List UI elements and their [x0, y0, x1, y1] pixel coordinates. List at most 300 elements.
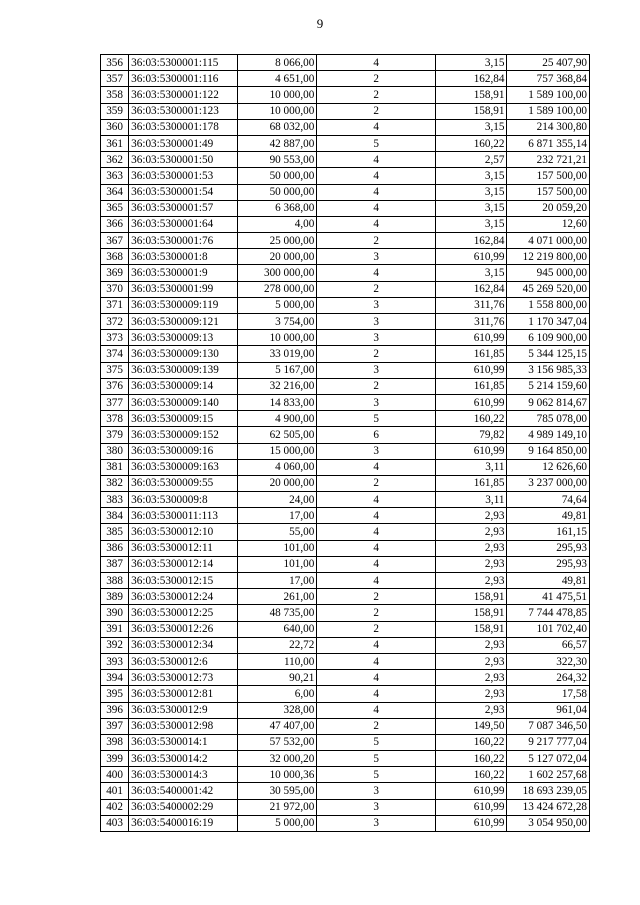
- table-row: [101, 573, 590, 589]
- area-cell: 20 000,00: [237, 249, 316, 265]
- row-number-cell: 366: [101, 216, 129, 232]
- value-cell: 7 744 478,85: [507, 605, 590, 621]
- area-cell: 15 000,00: [237, 443, 316, 459]
- row-number-cell: 375: [101, 362, 129, 378]
- value-cell: 1 602 257,68: [507, 767, 590, 783]
- value-cell: 3 156 985,33: [507, 362, 590, 378]
- cadastral-number-cell: 36:03:5300012:6: [129, 653, 238, 669]
- category-cell: 4: [317, 702, 436, 718]
- value-cell: 5 127 072,04: [507, 751, 590, 767]
- area-cell: 5 167,00: [237, 362, 316, 378]
- rate-cell: 2,93: [436, 686, 507, 702]
- area-cell: 6,00: [237, 686, 316, 702]
- rate-cell: 610,99: [436, 815, 507, 831]
- area-cell: 5 000,00: [237, 815, 316, 831]
- area-cell: 22,72: [237, 637, 316, 653]
- rate-cell: 610,99: [436, 799, 507, 815]
- row-number-cell: 394: [101, 670, 129, 686]
- category-cell: 3: [317, 249, 436, 265]
- value-cell: 25 407,90: [507, 55, 590, 71]
- row-number-cell: 357: [101, 71, 129, 87]
- table-row: [101, 330, 590, 346]
- row-number-cell: 388: [101, 573, 129, 589]
- rate-cell: 3,15: [436, 119, 507, 135]
- category-cell: 4: [317, 119, 436, 135]
- cadastral-number-cell: 36:03:5300001:54: [129, 184, 238, 200]
- row-number-cell: 380: [101, 443, 129, 459]
- table-row: [101, 200, 590, 216]
- category-cell: 3: [317, 330, 436, 346]
- cadastral-number-cell: 36:03:5300012:24: [129, 589, 238, 605]
- area-cell: 8 066,00: [237, 55, 316, 71]
- cadastral-number-cell: 36:03:5300001:99: [129, 281, 238, 297]
- row-number-cell: 401: [101, 783, 129, 799]
- value-cell: 157 500,00: [507, 168, 590, 184]
- cadastral-number-cell: 36:03:5400016:19: [129, 815, 238, 831]
- cadastral-number-cell: 36:03:5300012:73: [129, 670, 238, 686]
- rate-cell: 160,22: [436, 767, 507, 783]
- area-cell: 101,00: [237, 540, 316, 556]
- cadastral-number-cell: 36:03:5300009:55: [129, 475, 238, 491]
- value-cell: 101 702,40: [507, 621, 590, 637]
- cadastral-number-cell: 36:03:5300009:15: [129, 411, 238, 427]
- table-row: [101, 734, 590, 750]
- rate-cell: 158,91: [436, 621, 507, 637]
- table-row: [101, 605, 590, 621]
- category-cell: 4: [317, 653, 436, 669]
- table-row: [101, 508, 590, 524]
- value-cell: 18 693 239,05: [507, 783, 590, 799]
- area-cell: 57 532,00: [237, 734, 316, 750]
- category-cell: 4: [317, 55, 436, 71]
- area-cell: 300 000,00: [237, 265, 316, 281]
- row-number-cell: 361: [101, 135, 129, 151]
- area-cell: 33 019,00: [237, 346, 316, 362]
- table-row: [101, 346, 590, 362]
- cadastral-number-cell: 36:03:5300001:50: [129, 152, 238, 168]
- rate-cell: 158,91: [436, 589, 507, 605]
- row-number-cell: 367: [101, 233, 129, 249]
- category-cell: 4: [317, 459, 436, 475]
- category-cell: 3: [317, 443, 436, 459]
- table-row: [101, 427, 590, 443]
- table-row: [101, 524, 590, 540]
- table-row: [101, 718, 590, 734]
- category-cell: 2: [317, 475, 436, 491]
- rate-cell: 610,99: [436, 394, 507, 410]
- area-cell: 10 000,00: [237, 87, 316, 103]
- row-number-cell: 369: [101, 265, 129, 281]
- category-cell: 5: [317, 751, 436, 767]
- row-number-cell: 377: [101, 394, 129, 410]
- rate-cell: 158,91: [436, 103, 507, 119]
- rate-cell: 610,99: [436, 362, 507, 378]
- table-row: [101, 362, 590, 378]
- category-cell: 2: [317, 233, 436, 249]
- cadastral-number-cell: 36:03:5300009:119: [129, 297, 238, 313]
- cadastral-number-cell: 36:03:5300009:14: [129, 378, 238, 394]
- cadastral-number-cell: 36:03:5300001:76: [129, 233, 238, 249]
- row-number-cell: 381: [101, 459, 129, 475]
- value-cell: 785 078,00: [507, 411, 590, 427]
- area-cell: 10 000,00: [237, 103, 316, 119]
- row-number-cell: 391: [101, 621, 129, 637]
- category-cell: 2: [317, 103, 436, 119]
- category-cell: 4: [317, 200, 436, 216]
- table-row: [101, 767, 590, 783]
- row-number-cell: 364: [101, 184, 129, 200]
- cadastral-number-cell: 36:03:5300001:9: [129, 265, 238, 281]
- row-number-cell: 382: [101, 475, 129, 491]
- value-cell: 13 424 672,28: [507, 799, 590, 815]
- table-row: [101, 265, 590, 281]
- area-cell: 14 833,00: [237, 394, 316, 410]
- area-cell: 10 000,00: [237, 330, 316, 346]
- row-number-cell: 403: [101, 815, 129, 831]
- rate-cell: 311,76: [436, 297, 507, 313]
- rate-cell: 2,93: [436, 670, 507, 686]
- area-cell: 25 000,00: [237, 233, 316, 249]
- rate-cell: 162,84: [436, 71, 507, 87]
- row-number-cell: 393: [101, 653, 129, 669]
- row-number-cell: 356: [101, 55, 129, 71]
- rate-cell: 161,85: [436, 475, 507, 491]
- table-row: [101, 216, 590, 232]
- rate-cell: 160,22: [436, 411, 507, 427]
- area-cell: 47 407,00: [237, 718, 316, 734]
- category-cell: 4: [317, 556, 436, 572]
- table-row: [101, 233, 590, 249]
- cadastral-number-cell: 36:03:5300001:116: [129, 71, 238, 87]
- area-cell: 55,00: [237, 524, 316, 540]
- table-row: [101, 378, 590, 394]
- cadastral-number-cell: 36:03:5300001:64: [129, 216, 238, 232]
- row-number-cell: 398: [101, 734, 129, 750]
- value-cell: 66,57: [507, 637, 590, 653]
- row-number-cell: 387: [101, 556, 129, 572]
- area-cell: 17,00: [237, 508, 316, 524]
- area-cell: 328,00: [237, 702, 316, 718]
- table-row: [101, 119, 590, 135]
- table-row: [101, 475, 590, 491]
- cadastral-number-cell: 36:03:5400001:42: [129, 783, 238, 799]
- cadastral-number-cell: 36:03:5300011:113: [129, 508, 238, 524]
- table-row: [101, 55, 590, 71]
- category-cell: 4: [317, 492, 436, 508]
- cadastral-number-cell: 36:03:5300012:34: [129, 637, 238, 653]
- value-cell: 5 344 125,15: [507, 346, 590, 362]
- category-cell: 4: [317, 686, 436, 702]
- rate-cell: 160,22: [436, 751, 507, 767]
- category-cell: 5: [317, 734, 436, 750]
- table-row: [101, 71, 590, 87]
- cadastral-number-cell: 36:03:5300012:9: [129, 702, 238, 718]
- area-cell: 24,00: [237, 492, 316, 508]
- row-number-cell: 358: [101, 87, 129, 103]
- table-row: [101, 314, 590, 330]
- rate-cell: 160,22: [436, 135, 507, 151]
- value-cell: 232 721,21: [507, 152, 590, 168]
- value-cell: 12,60: [507, 216, 590, 232]
- value-cell: 74,64: [507, 492, 590, 508]
- value-cell: 1 589 100,00: [507, 87, 590, 103]
- value-cell: 12 626,60: [507, 459, 590, 475]
- cadastral-number-cell: 36:03:5300012:15: [129, 573, 238, 589]
- category-cell: 4: [317, 184, 436, 200]
- cadastral-number-cell: 36:03:5300009:13: [129, 330, 238, 346]
- table-row: [101, 621, 590, 637]
- row-number-cell: 395: [101, 686, 129, 702]
- category-cell: 4: [317, 508, 436, 524]
- area-cell: 68 032,00: [237, 119, 316, 135]
- value-cell: 17,58: [507, 686, 590, 702]
- category-cell: 4: [317, 216, 436, 232]
- value-cell: 322,30: [507, 653, 590, 669]
- row-number-cell: 386: [101, 540, 129, 556]
- value-cell: 5 214 159,60: [507, 378, 590, 394]
- row-number-cell: 372: [101, 314, 129, 330]
- category-cell: 5: [317, 411, 436, 427]
- table-row: [101, 702, 590, 718]
- cadastral-number-cell: 36:03:5300001:53: [129, 168, 238, 184]
- category-cell: 2: [317, 71, 436, 87]
- row-number-cell: 384: [101, 508, 129, 524]
- area-cell: 30 595,00: [237, 783, 316, 799]
- value-cell: 945 000,00: [507, 265, 590, 281]
- cadastral-number-cell: 36:03:5300012:10: [129, 524, 238, 540]
- row-number-cell: 368: [101, 249, 129, 265]
- area-cell: 32 000,20: [237, 751, 316, 767]
- cadastral-number-cell: 36:03:5300001:57: [129, 200, 238, 216]
- row-number-cell: 359: [101, 103, 129, 119]
- table-row: [101, 297, 590, 313]
- rate-cell: 158,91: [436, 605, 507, 621]
- category-cell: 3: [317, 297, 436, 313]
- area-cell: 640,00: [237, 621, 316, 637]
- page-number: 9: [316, 16, 324, 31]
- rate-cell: 2,93: [436, 573, 507, 589]
- area-cell: 3 754,00: [237, 314, 316, 330]
- rate-cell: 3,15: [436, 55, 507, 71]
- table-row: [101, 492, 590, 508]
- row-number-cell: 389: [101, 589, 129, 605]
- rate-cell: 610,99: [436, 443, 507, 459]
- row-number-cell: 378: [101, 411, 129, 427]
- table-row: [101, 751, 590, 767]
- category-cell: 2: [317, 87, 436, 103]
- row-number-cell: 397: [101, 718, 129, 734]
- category-cell: 4: [317, 637, 436, 653]
- area-cell: 278 000,00: [237, 281, 316, 297]
- value-cell: 45 269 520,00: [507, 281, 590, 297]
- rate-cell: 3,15: [436, 184, 507, 200]
- value-cell: 12 219 800,00: [507, 249, 590, 265]
- cadastral-number-cell: 36:03:5300001:115: [129, 55, 238, 71]
- table-row: [101, 135, 590, 151]
- table-row: [101, 184, 590, 200]
- value-cell: 157 500,00: [507, 184, 590, 200]
- rate-cell: 161,85: [436, 346, 507, 362]
- category-cell: 4: [317, 540, 436, 556]
- row-number-cell: 383: [101, 492, 129, 508]
- area-cell: 4 900,00: [237, 411, 316, 427]
- value-cell: 1 589 100,00: [507, 103, 590, 119]
- value-cell: 161,15: [507, 524, 590, 540]
- area-cell: 21 972,00: [237, 799, 316, 815]
- rate-cell: 161,85: [436, 378, 507, 394]
- table-row: [101, 459, 590, 475]
- area-cell: 4 651,00: [237, 71, 316, 87]
- rate-cell: 2,93: [436, 637, 507, 653]
- row-number-cell: 396: [101, 702, 129, 718]
- cadastral-number-cell: 36:03:5300009:8: [129, 492, 238, 508]
- cadastral-number-cell: 36:03:5300009:163: [129, 459, 238, 475]
- rate-cell: 3,15: [436, 216, 507, 232]
- value-cell: 9 164 850,00: [507, 443, 590, 459]
- cadastral-number-cell: 36:03:5300009:152: [129, 427, 238, 443]
- cadastral-number-cell: 36:03:5300009:130: [129, 346, 238, 362]
- cadastral-number-cell: 36:03:5300012:26: [129, 621, 238, 637]
- row-number-cell: 371: [101, 297, 129, 313]
- category-cell: 2: [317, 346, 436, 362]
- table-row: [101, 815, 590, 831]
- cadastral-number-cell: 36:03:5300012:98: [129, 718, 238, 734]
- category-cell: 3: [317, 799, 436, 815]
- value-cell: 264,32: [507, 670, 590, 686]
- rate-cell: 2,93: [436, 540, 507, 556]
- cadastral-number-cell: 36:03:5300009:16: [129, 443, 238, 459]
- cadastral-number-cell: 36:03:5300014:1: [129, 734, 238, 750]
- value-cell: 7 087 346,50: [507, 718, 590, 734]
- rate-cell: 158,91: [436, 87, 507, 103]
- rate-cell: 610,99: [436, 783, 507, 799]
- row-number-cell: 385: [101, 524, 129, 540]
- row-number-cell: 390: [101, 605, 129, 621]
- table-row: [101, 556, 590, 572]
- rate-cell: 3,15: [436, 265, 507, 281]
- rate-cell: 610,99: [436, 330, 507, 346]
- value-cell: 3 237 000,00: [507, 475, 590, 491]
- area-cell: 6 368,00: [237, 200, 316, 216]
- value-cell: 4 071 000,00: [507, 233, 590, 249]
- area-cell: 62 505,00: [237, 427, 316, 443]
- row-number-cell: 362: [101, 152, 129, 168]
- category-cell: 4: [317, 152, 436, 168]
- category-cell: 3: [317, 783, 436, 799]
- rate-cell: 3,11: [436, 459, 507, 475]
- cadastral-number-cell: 36:03:5300001:8: [129, 249, 238, 265]
- cadastral-number-cell: 36:03:5300009:121: [129, 314, 238, 330]
- table-row: [101, 168, 590, 184]
- area-cell: 101,00: [237, 556, 316, 572]
- rate-cell: 2,93: [436, 524, 507, 540]
- category-cell: 4: [317, 524, 436, 540]
- cadastral-number-cell: 36:03:5300001:178: [129, 119, 238, 135]
- rate-cell: 3,15: [436, 168, 507, 184]
- row-number-cell: 363: [101, 168, 129, 184]
- area-cell: 261,00: [237, 589, 316, 605]
- category-cell: 2: [317, 281, 436, 297]
- rate-cell: 162,84: [436, 281, 507, 297]
- category-cell: 3: [317, 394, 436, 410]
- table-row: [101, 670, 590, 686]
- table-row: [101, 281, 590, 297]
- category-cell: 4: [317, 670, 436, 686]
- area-cell: 4 060,00: [237, 459, 316, 475]
- rate-cell: 311,76: [436, 314, 507, 330]
- row-number-cell: 399: [101, 751, 129, 767]
- row-number-cell: 392: [101, 637, 129, 653]
- category-cell: 2: [317, 718, 436, 734]
- row-number-cell: 376: [101, 378, 129, 394]
- value-cell: 49,81: [507, 508, 590, 524]
- value-cell: 295,93: [507, 556, 590, 572]
- rate-cell: 2,93: [436, 653, 507, 669]
- table-row: [101, 653, 590, 669]
- category-cell: 4: [317, 265, 436, 281]
- table-row: [101, 637, 590, 653]
- value-cell: 49,81: [507, 573, 590, 589]
- cadastral-number-cell: 36:03:5300012:25: [129, 605, 238, 621]
- area-cell: 42 887,00: [237, 135, 316, 151]
- rate-cell: 162,84: [436, 233, 507, 249]
- rate-cell: 149,50: [436, 718, 507, 734]
- cadastral-number-cell: 36:03:5300012:11: [129, 540, 238, 556]
- value-cell: 961,04: [507, 702, 590, 718]
- area-cell: 10 000,36: [237, 767, 316, 783]
- cadastral-number-cell: 36:03:5300009:140: [129, 394, 238, 410]
- rate-cell: 3,15: [436, 200, 507, 216]
- table-row: [101, 799, 590, 815]
- cadastral-number-cell: 36:03:5300014:2: [129, 751, 238, 767]
- area-cell: 48 735,00: [237, 605, 316, 621]
- area-cell: 90 553,00: [237, 152, 316, 168]
- table-row: [101, 411, 590, 427]
- category-cell: 2: [317, 605, 436, 621]
- rate-cell: 2,57: [436, 152, 507, 168]
- category-cell: 4: [317, 573, 436, 589]
- category-cell: 6: [317, 427, 436, 443]
- area-cell: 5 000,00: [237, 297, 316, 313]
- value-cell: 6 109 900,00: [507, 330, 590, 346]
- table-row: [101, 103, 590, 119]
- category-cell: 2: [317, 589, 436, 605]
- table-row: [101, 686, 590, 702]
- row-number-cell: 365: [101, 200, 129, 216]
- row-number-cell: 379: [101, 427, 129, 443]
- cadastral-number-cell: 36:03:5300014:3: [129, 767, 238, 783]
- rate-cell: 2,93: [436, 508, 507, 524]
- table-row: [101, 443, 590, 459]
- value-cell: 41 475,51: [507, 589, 590, 605]
- value-cell: 757 368,84: [507, 71, 590, 87]
- area-cell: 4,00: [237, 216, 316, 232]
- table-row: [101, 394, 590, 410]
- cadastral-number-cell: 36:03:5300012:81: [129, 686, 238, 702]
- rate-cell: 79,82: [436, 427, 507, 443]
- area-cell: 32 216,00: [237, 378, 316, 394]
- table-row: [101, 589, 590, 605]
- category-cell: 4: [317, 168, 436, 184]
- value-cell: 1 558 800,00: [507, 297, 590, 313]
- category-cell: 3: [317, 314, 436, 330]
- value-cell: 9 217 777,04: [507, 734, 590, 750]
- cadastral-number-cell: 36:03:5300001:123: [129, 103, 238, 119]
- category-cell: 5: [317, 135, 436, 151]
- area-cell: 20 000,00: [237, 475, 316, 491]
- value-cell: 6 871 355,14: [507, 135, 590, 151]
- cadastral-number-cell: 36:03:5400002:29: [129, 799, 238, 815]
